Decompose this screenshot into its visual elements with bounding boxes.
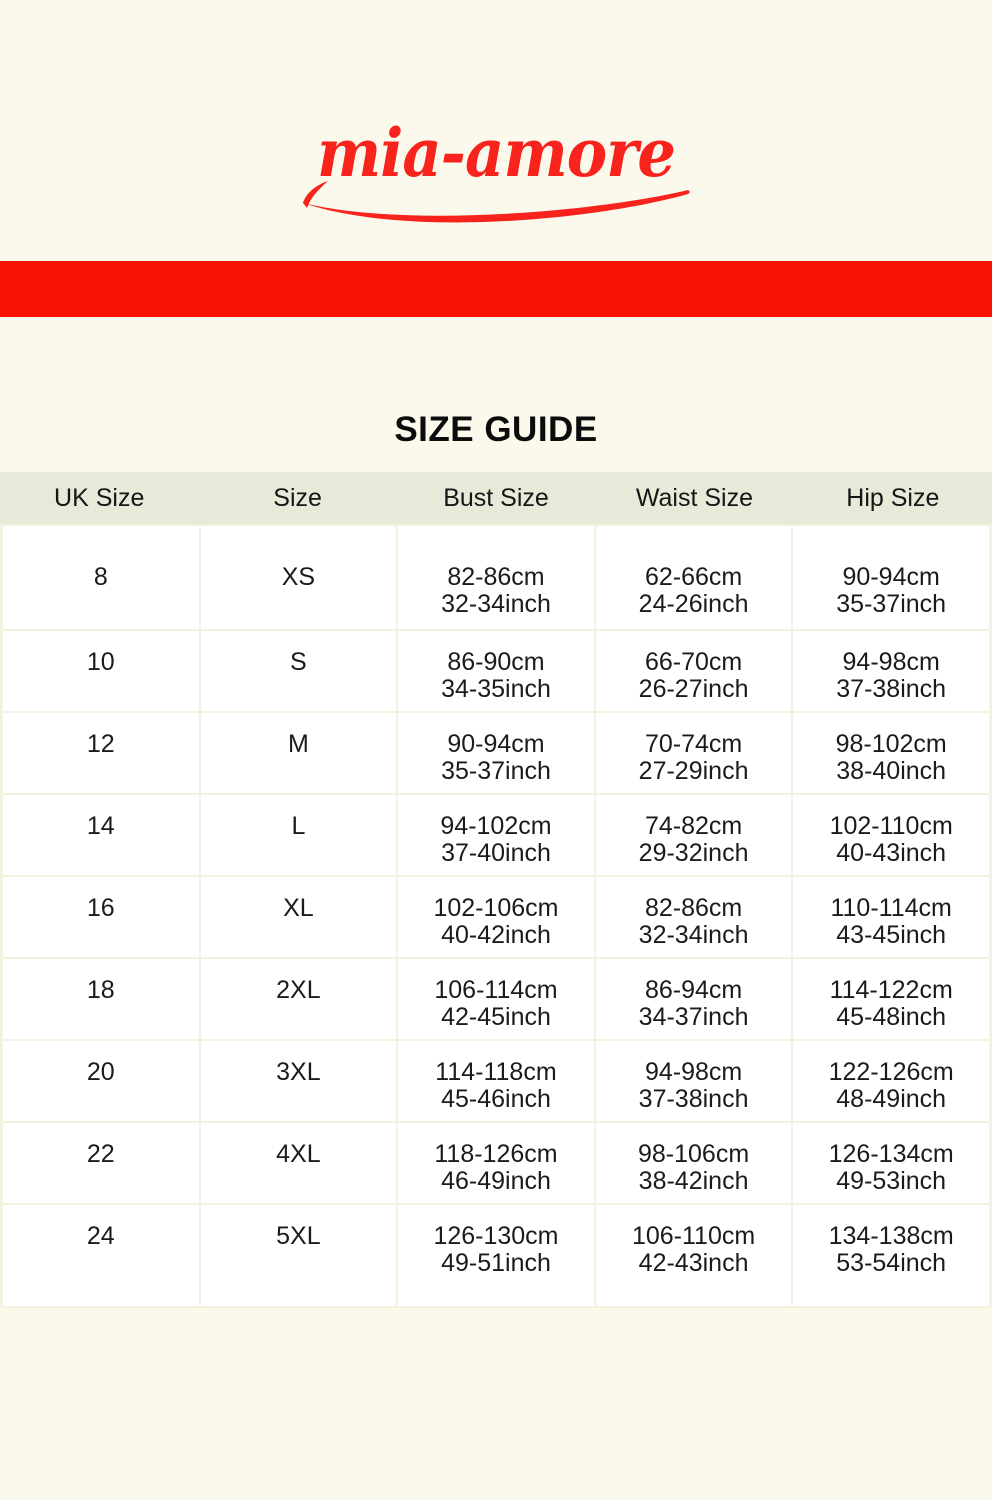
cell-bust xyxy=(398,631,594,711)
cell-line: 82-86cm xyxy=(644,894,743,922)
table-row xyxy=(3,1123,989,1203)
table-row xyxy=(3,631,989,711)
size-guide-table xyxy=(0,472,992,1308)
cell-hip xyxy=(793,713,989,793)
cell-line: 3XL xyxy=(276,1058,321,1086)
cell-line: 82-86cm xyxy=(447,563,545,591)
cell-line: 66-70cm xyxy=(644,648,743,676)
table-row xyxy=(3,1205,989,1306)
cell-line: 98-106cm xyxy=(637,1140,750,1168)
cell-line: 122-126cm xyxy=(828,1058,954,1086)
cell-line: 35-37inch xyxy=(836,590,947,618)
cell-line: 90-94cm xyxy=(842,563,940,591)
cell-hip xyxy=(793,877,989,957)
cell-uk_size xyxy=(3,631,199,711)
cell-hip xyxy=(793,959,989,1039)
cell-line: XS xyxy=(281,563,316,591)
cell-bust xyxy=(398,877,594,957)
cell-uk_size xyxy=(3,877,199,957)
cell-line: 22 xyxy=(86,1140,115,1168)
brand-logo xyxy=(296,96,696,238)
cell-waist xyxy=(596,1041,792,1121)
cell-line: 24 xyxy=(86,1222,115,1250)
cell-waist xyxy=(596,959,792,1039)
cell-line: 5XL xyxy=(276,1222,321,1250)
cell-line: 32-34inch xyxy=(441,590,551,618)
cell-line: 38-42inch xyxy=(638,1167,749,1195)
brand-logo-text: mia-amore xyxy=(317,114,675,192)
cell-line: 37-38inch xyxy=(638,1085,749,1113)
cell-line: 106-110cm xyxy=(631,1222,756,1250)
cell-size xyxy=(201,1041,397,1121)
cell-line: 34-37inch xyxy=(638,1003,749,1031)
cell-line: 110-114cm xyxy=(830,894,952,922)
cell-line: 48-49inch xyxy=(836,1085,947,1113)
column-header-waist: Waist Size xyxy=(635,483,753,512)
cell-line: 37-40inch xyxy=(441,839,551,867)
cell-line: 94-102cm xyxy=(440,812,552,840)
cell-waist xyxy=(596,526,792,629)
table-header-row xyxy=(0,472,992,524)
cell-size xyxy=(201,959,397,1039)
cell-line: 70-74cm xyxy=(644,730,743,758)
cell-line: 53-54inch xyxy=(836,1249,947,1277)
cell-line: 74-82cm xyxy=(644,812,743,840)
cell-line: 114-118cm xyxy=(435,1058,557,1086)
cell-line: S xyxy=(290,648,307,676)
cell-line: 42-43inch xyxy=(638,1249,749,1277)
cell-line: 42-45inch xyxy=(441,1003,551,1031)
cell-line: 40-43inch xyxy=(836,839,947,867)
cell-line: 118-126cm xyxy=(434,1140,558,1168)
cell-uk_size xyxy=(3,1123,199,1203)
cell-waist xyxy=(596,713,792,793)
cell-size xyxy=(201,526,397,629)
cell-line: 18 xyxy=(86,976,115,1004)
cell-uk_size xyxy=(3,713,199,793)
table-row xyxy=(3,713,989,793)
cell-line: 40-42inch xyxy=(441,921,551,949)
cell-uk_size xyxy=(3,1041,199,1121)
column-header-uk_size: UK Size xyxy=(54,483,145,512)
cell-line: 14 xyxy=(86,812,115,840)
cell-line: 126-130cm xyxy=(433,1222,559,1250)
column-header-size: Size xyxy=(273,483,322,512)
cell-line: 49-53inch xyxy=(836,1167,947,1195)
cell-line: 43-45inch xyxy=(836,921,947,949)
cell-line: 32-34inch xyxy=(638,921,749,949)
cell-waist xyxy=(596,1123,792,1203)
cell-bust xyxy=(398,795,594,875)
page-title: SIZE GUIDE xyxy=(394,410,598,449)
cell-line: 114-122cm xyxy=(829,976,953,1004)
cell-hip xyxy=(793,526,989,629)
brand-accent-band xyxy=(0,261,992,317)
cell-line: 12 xyxy=(86,730,115,758)
cell-size xyxy=(201,795,397,875)
cell-size xyxy=(201,877,397,957)
brand-header xyxy=(0,96,992,238)
cell-line: 24-26inch xyxy=(638,590,749,618)
cell-hip xyxy=(793,795,989,875)
cell-uk_size xyxy=(3,1205,199,1306)
cell-line: 126-134cm xyxy=(828,1140,954,1168)
cell-line: 134-138cm xyxy=(828,1222,954,1250)
cell-bust xyxy=(398,713,594,793)
cell-bust xyxy=(398,1123,594,1203)
cell-uk_size xyxy=(3,795,199,875)
cell-line: 45-46inch xyxy=(441,1085,551,1113)
table-row xyxy=(3,1041,989,1121)
cell-bust xyxy=(398,526,594,629)
cell-line: 8 xyxy=(93,563,108,591)
cell-waist xyxy=(596,631,792,711)
cell-line: 4XL xyxy=(276,1140,321,1168)
cell-line: 94-98cm xyxy=(644,1058,743,1086)
cell-line: XL xyxy=(283,894,314,922)
cell-hip xyxy=(793,1205,989,1306)
cell-waist xyxy=(596,877,792,957)
cell-line: 45-48inch xyxy=(836,1003,947,1031)
cell-line: 86-90cm xyxy=(447,648,545,676)
cell-line: 62-66cm xyxy=(644,563,743,591)
table-row xyxy=(3,959,989,1039)
cell-line: 38-40inch xyxy=(836,757,947,785)
cell-line: 20 xyxy=(86,1058,115,1086)
cell-uk_size xyxy=(3,959,199,1039)
column-header-hip: Hip Size xyxy=(846,483,940,512)
cell-bust xyxy=(398,959,594,1039)
cell-line: 102-106cm xyxy=(433,894,559,922)
cell-hip xyxy=(793,1041,989,1121)
cell-line: 27-29inch xyxy=(638,757,749,785)
cell-line: 86-94cm xyxy=(644,976,743,1004)
table-row xyxy=(3,877,989,957)
cell-hip xyxy=(793,1123,989,1203)
cell-line: 49-51inch xyxy=(441,1249,551,1277)
cell-line: 35-37inch xyxy=(441,757,551,785)
cell-hip xyxy=(793,631,989,711)
cell-uk_size xyxy=(3,526,199,629)
cell-line: 46-49inch xyxy=(441,1167,551,1195)
table-body xyxy=(3,524,989,1306)
cell-line: 34-35inch xyxy=(441,675,551,703)
column-header-bust: Bust Size xyxy=(443,483,549,512)
cell-line: 106-114cm xyxy=(434,976,558,1004)
cell-bust xyxy=(398,1041,594,1121)
cell-size xyxy=(201,631,397,711)
cell-line: 2XL xyxy=(276,976,321,1004)
cell-line: 29-32inch xyxy=(638,839,749,867)
table-row xyxy=(3,526,989,629)
cell-size xyxy=(201,713,397,793)
cell-line: 16 xyxy=(86,894,115,922)
cell-line: 90-94cm xyxy=(447,730,545,758)
cell-size xyxy=(201,1123,397,1203)
table-row xyxy=(3,795,989,875)
cell-line: M xyxy=(287,730,309,758)
cell-line: 10 xyxy=(86,648,115,676)
cell-waist xyxy=(596,1205,792,1306)
cell-size xyxy=(201,1205,397,1306)
cell-line: 94-98cm xyxy=(842,648,940,676)
cell-line: 102-110cm xyxy=(829,812,953,840)
cell-line: L xyxy=(291,812,306,840)
cell-line: 37-38inch xyxy=(836,675,947,703)
cell-line: 98-102cm xyxy=(835,730,947,758)
cell-bust xyxy=(398,1205,594,1306)
brand-logo-swash-icon xyxy=(303,190,690,222)
cell-line: 26-27inch xyxy=(638,675,749,703)
cell-waist xyxy=(596,795,792,875)
